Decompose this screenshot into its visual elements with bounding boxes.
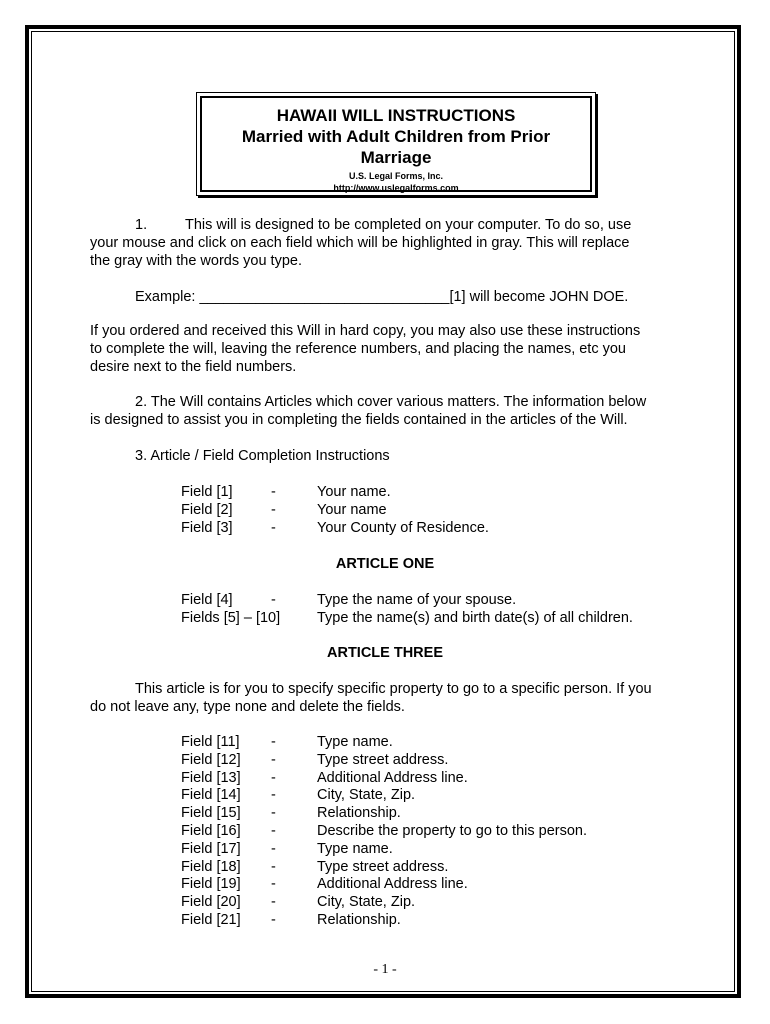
field-label: Field [16] <box>181 823 241 839</box>
document-subtitle-line1: Married with Adult Children from Prior <box>241 127 551 146</box>
company-name: U.S. Legal Forms, Inc. <box>348 171 444 181</box>
field-label: Field [1] <box>181 484 233 500</box>
field-label: Field [18] <box>181 859 241 875</box>
article-three-text-line2: do not leave any, type none and delete the fields. <box>90 699 405 715</box>
paragraph-1-number: 1. <box>135 217 148 233</box>
article-three-text-line1: This article is for you to specify specific property to go to a specific person. If you <box>135 681 652 697</box>
field-dash: - <box>271 502 276 518</box>
field-dash: - <box>271 520 276 536</box>
field-dash: - <box>271 841 276 857</box>
page-number: - 1 - <box>373 962 397 977</box>
field-label: Fields [5] – [10] <box>181 610 281 626</box>
field-label: Field [3] <box>181 520 233 536</box>
field-label: Field [4] <box>181 592 233 608</box>
field-description: Your name. <box>317 484 391 500</box>
field-description: City, State, Zip. <box>317 894 416 910</box>
field-label: Field [19] <box>181 876 241 892</box>
field-dash: - <box>271 876 276 892</box>
example-text: Example: _______________________________[1] will become JOHN DOE. <box>135 289 629 305</box>
field-description: Additional Address line. <box>317 770 468 786</box>
document-subtitle-line2: Marriage <box>360 148 432 167</box>
paragraph-2-line1: 2. The Will contains Articles which cover various matters. The information below <box>135 394 647 410</box>
company-url: http://www.uslegalforms.com <box>333 183 459 193</box>
paragraph-2-line2: is designed to assist you in completing the fields contained in the articles of the Will. <box>90 412 628 428</box>
field-label: Field [21] <box>181 912 241 928</box>
field-dash: - <box>271 592 276 608</box>
hard-copy-line1: If you ordered and received this Will in hard copy, you may also use these instructions <box>90 323 641 339</box>
field-dash: - <box>271 805 276 821</box>
field-dash: - <box>271 894 276 910</box>
article-three-text <box>90 680 690 716</box>
field-description: Additional Address line. <box>317 876 468 892</box>
paragraph-1-line3: the gray with the words you type. <box>90 253 302 269</box>
field-description: Your name <box>317 502 387 518</box>
field-label: Field [17] <box>181 841 241 857</box>
hard-copy-line3: desire next to the field numbers. <box>90 359 297 375</box>
field-dash: - <box>271 770 276 786</box>
field-description: Relationship. <box>317 912 401 928</box>
example-line <box>90 288 690 306</box>
field-dash: - <box>271 752 276 768</box>
field-dash: - <box>271 859 276 875</box>
field-description: Type the name of your spouse. <box>317 592 517 608</box>
paragraph-1-line1: This will is designed to be completed on your computer. To do so, use <box>185 217 632 233</box>
document-title: HAWAII WILL INSTRUCTIONS <box>276 106 516 125</box>
field-dash: - <box>271 787 276 803</box>
field-label: Field [2] <box>181 502 233 518</box>
field-dash: - <box>271 734 276 750</box>
field-dash: - <box>271 912 276 928</box>
field-description: Relationship. <box>317 805 401 821</box>
field-label: Field [11] <box>181 734 240 750</box>
field-description: Type street address. <box>317 752 449 768</box>
field-description: Type street address. <box>317 859 449 875</box>
paragraph-2 <box>90 393 690 429</box>
field-description: City, State, Zip. <box>317 787 416 803</box>
paragraph-3-text: 3. Article / Field Completion Instructions <box>135 448 390 464</box>
field-description: Type name. <box>317 734 393 750</box>
field-label: Field [13] <box>181 770 241 786</box>
field-description: Type name. <box>317 841 393 857</box>
article-three-heading: ARTICLE THREE <box>327 645 443 661</box>
field-label: Field [20] <box>181 894 241 910</box>
field-description: Type the name(s) and birth date(s) of all children. <box>317 610 633 626</box>
field-label: Field [12] <box>181 752 241 768</box>
paragraph-1 <box>90 216 690 270</box>
paragraph-1-line2: your mouse and click on each field which will be highlighted in gray. This will replace <box>90 235 630 251</box>
article-one-heading: ARTICLE ONE <box>335 556 435 572</box>
title-box <box>196 92 596 196</box>
field-label: Field [15] <box>181 805 241 821</box>
title-box-inner <box>200 96 592 192</box>
field-dash: - <box>271 823 276 839</box>
hard-copy-line2: to complete the will, leaving the reference numbers, and placing the names, etc you <box>90 341 626 357</box>
field-label: Field [14] <box>181 787 241 803</box>
field-dash: - <box>271 484 276 500</box>
paragraph-3 <box>90 447 690 465</box>
paragraph-hard-copy <box>90 322 690 376</box>
field-description: Your County of Residence. <box>317 520 489 536</box>
field-description: Describe the property to go to this person. <box>317 823 588 839</box>
